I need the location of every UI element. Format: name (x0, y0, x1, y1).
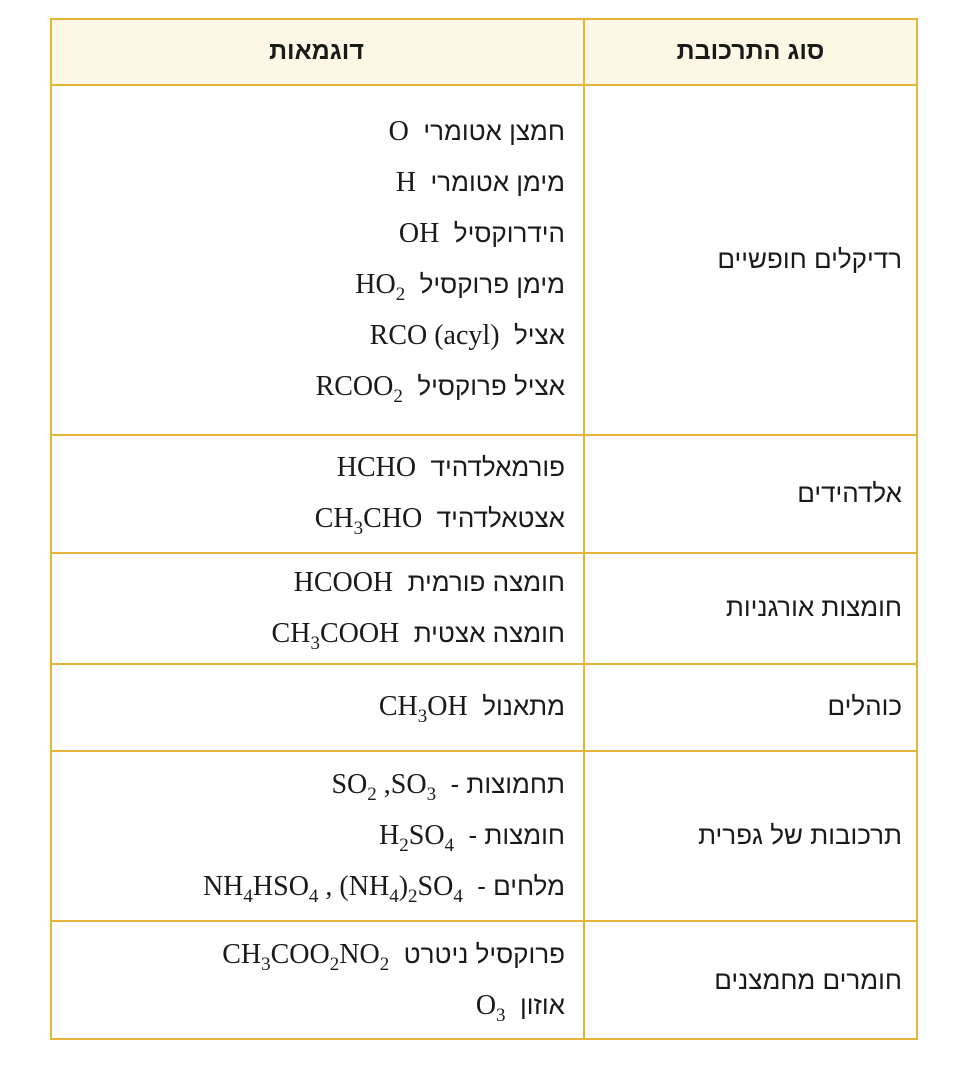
table-outer-border (50, 18, 918, 1040)
example-name: מימן פרוקסיל (419, 269, 565, 299)
example-name: חומצה אצטית (413, 617, 565, 648)
row-divider (50, 920, 918, 922)
compound-type-label: חומצות אורגניות (725, 592, 902, 622)
chemical-formula: $CH_3CHO$ (314, 503, 423, 539)
row-divider (50, 84, 918, 86)
compound-type-label: תרכובות של גפרית (698, 819, 902, 850)
compounds-table (50, 18, 918, 1040)
compound-type-label: חומרים מחמצנים (714, 964, 902, 995)
header-type-label: סוג התרכובת (676, 36, 825, 65)
chemical-formula: HCOOH (293, 566, 394, 598)
chemical-formula: $NH_4HSO_4$ , $(NH_4)_2SO_4$ (202, 870, 463, 907)
compound-type-label: כוהלים (827, 691, 902, 721)
example-name: תחמוצות - (450, 768, 565, 799)
example-name: מימן אטומרי (430, 167, 565, 197)
header-examples-label: דוגמאות (269, 36, 364, 65)
row-divider (50, 663, 918, 665)
example-name: אצטאלדהיד (436, 503, 565, 533)
chemical-formula: $CH_3COO_2NO_2$ (222, 939, 390, 975)
compound-type-label: רדיקלים חופשיים (717, 243, 902, 274)
example-name: חומצה פורמית (407, 566, 565, 597)
chemical-formula: $H_2SO_4$ (379, 819, 455, 856)
chemical-formula: $CH_3OH$ (378, 691, 468, 727)
example-name: חמצן אטומרי (423, 116, 565, 146)
chemical-formula: $RCOO_2$ (315, 371, 403, 407)
row-divider (50, 750, 918, 752)
example-name: מתאנול (482, 691, 565, 721)
example-name: חומצות - (468, 819, 565, 850)
chemical-formula: $HO_2$ (355, 269, 406, 305)
chemical-formula: $CH_3COOH$ (271, 617, 400, 654)
chemical-formula: $SO_2$ $,SO_3$ (331, 768, 437, 805)
chemical-formula: O (388, 116, 409, 147)
chemical-formula: $O_3$ (475, 990, 506, 1026)
column-divider (583, 18, 585, 1040)
chemical-formula: RCO (acyl) (369, 320, 500, 351)
example-name: הידרוקסיל (453, 218, 565, 248)
example-name: פורמאלדהיד (430, 452, 565, 482)
chemical-formula: H (395, 167, 417, 198)
row-divider (50, 434, 918, 436)
row-divider (50, 552, 918, 554)
example-name: אציל (513, 320, 565, 350)
example-name: אציל פרוקסיל (417, 371, 565, 401)
compound-type-label: אלדהידים (797, 477, 902, 508)
chemical-formula: OH (398, 218, 440, 249)
example-name: אוזון (520, 990, 565, 1020)
example-name: מלחים - (477, 870, 565, 901)
chemical-formula: HCHO (336, 452, 417, 483)
example-name: פרוקסיל ניטרט (403, 939, 565, 969)
